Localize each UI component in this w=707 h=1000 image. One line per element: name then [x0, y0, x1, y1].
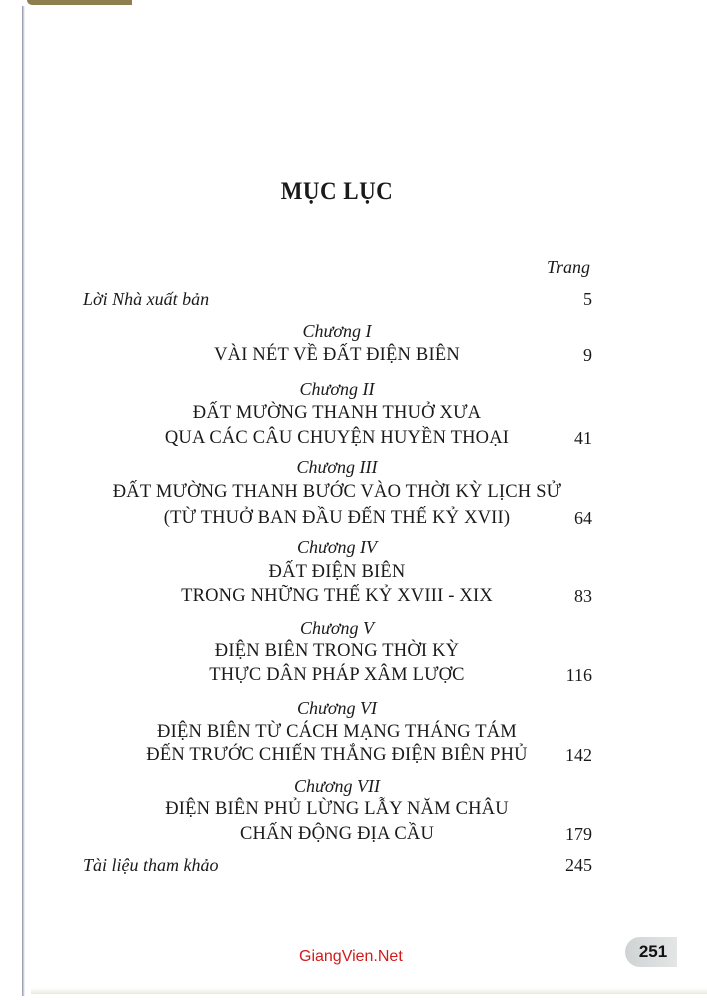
chapter-page: 116	[565, 665, 592, 685]
chapter-heading: Chương VII	[294, 776, 380, 796]
chapter-title-line: ĐẤT ĐIỆN BIÊN	[268, 562, 406, 582]
chapter-title-line: ĐIỆN BIÊN TRONG THỜI KỲ	[214, 641, 460, 661]
chapter-heading: Chương V	[300, 618, 374, 638]
chapter-title-line: ĐẾN TRƯỚC CHIẾN THẮNG ĐIỆN BIÊN PHỦ	[146, 745, 528, 765]
chapter-title-line: ĐIỆN BIÊN PHỦ LỪNG LẪY NĂM CHÂU	[165, 799, 509, 819]
chapter-page: 83	[574, 586, 592, 606]
chapter-title-line: TRONG NHỮNG THẾ KỶ XVIII - XIX	[181, 586, 493, 606]
book-top-edge	[27, 0, 132, 5]
page-number: 251	[638, 942, 668, 961]
chapter-heading: Chương III	[296, 457, 378, 477]
chapter-title-line: CHẤN ĐỘNG ĐỊA CẦU	[239, 824, 435, 844]
toc-entry-front-matter-label: Lời Nhà xuất bản	[83, 289, 210, 309]
chapter-page: 9	[583, 345, 592, 365]
chapter-heading: Chương II	[299, 379, 375, 399]
page-title: MỤC LỤC	[280, 178, 394, 205]
chapter-heading: Chương I	[302, 321, 372, 341]
chapter-heading: Chương VI	[297, 698, 377, 718]
chapter-page: 64	[574, 508, 592, 528]
chapter-title-line: ĐẤT MƯỜNG THANH THUỞ XƯA	[192, 403, 482, 423]
toc-entry-back-matter-label: Tài liệu tham khảo	[83, 855, 219, 875]
page-column-label: Trang	[546, 257, 590, 277]
toc-entry-back-matter-page: 245	[565, 855, 592, 875]
chapter-page: 179	[565, 824, 592, 844]
chapter-title-line: VÀI NÉT VỀ ĐẤT ĐIỆN BIÊN	[214, 345, 460, 365]
chapter-title-line: ĐIỆN BIÊN TỪ CÁCH MẠNG THÁNG TÁM	[157, 722, 517, 742]
chapter-title-line: QUA CÁC CÂU CHUYỆN HUYỀN THOẠI	[164, 428, 510, 448]
chapter-page: 142	[565, 745, 592, 765]
chapter-title-line: THỰC DÂN PHÁP XÂM LƯỢC	[209, 665, 465, 685]
book-bottom-edge	[31, 988, 707, 994]
chapter-page: 41	[574, 428, 592, 448]
watermark-text: GiangVien.Net	[299, 948, 403, 965]
page-number-tab	[625, 937, 677, 967]
chapter-title-line: (TỪ THUỞ BAN ĐẦU ĐẾN THẾ KỶ XVII)	[163, 508, 511, 528]
chapter-heading: Chương IV	[297, 537, 377, 557]
toc-entry-front-matter-page: 5	[583, 289, 592, 309]
chapter-title-line: ĐẤT MƯỜNG THANH BƯỚC VÀO THỜI KỲ LỊCH SỬ	[112, 482, 562, 502]
